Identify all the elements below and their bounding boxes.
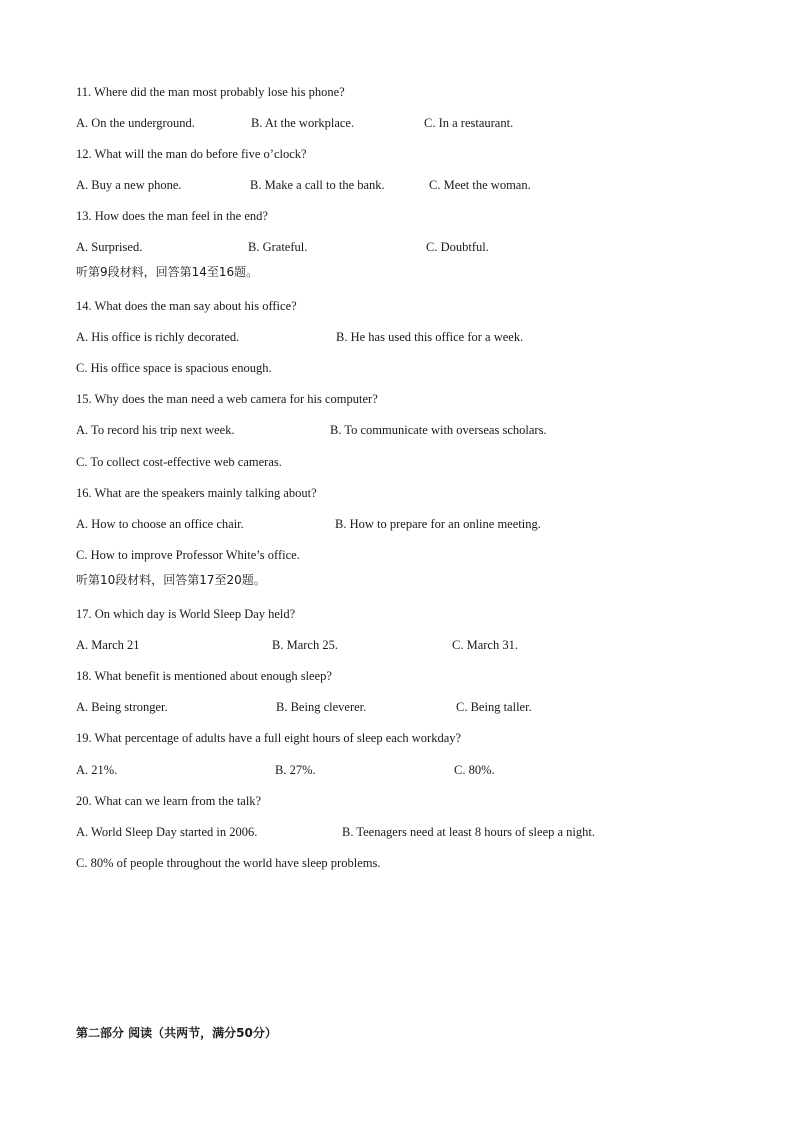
question-20-option-c: C. 80% of people throughout the world have sleep problems.: [76, 856, 381, 870]
question-20-option-b: B. Teenagers need at least 8 hours of sleep a night.: [342, 825, 595, 839]
question-18-option-a: A. Being stronger.: [76, 700, 168, 714]
question-16-stem: 16. What are the speakers mainly talking about?: [76, 486, 317, 500]
question-12-option-b: B. Make a call to the bank.: [250, 178, 385, 192]
question-18-option-c: C. Being taller.: [456, 700, 532, 714]
question-13-option-b: B. Grateful.: [248, 240, 308, 254]
question-17-option-b: B. March 25.: [272, 638, 338, 652]
question-12-option-a: A. Buy a new phone.: [76, 178, 182, 192]
question-17-stem: 17. On which day is World Sleep Day held?: [76, 607, 296, 621]
question-14-option-b: B. He has used this office for a week.: [336, 330, 524, 344]
question-12-stem: 12. What will the man do before five o’clock?: [76, 147, 307, 161]
question-14-option-a: A. His office is richly decorated.: [76, 330, 240, 344]
section-10-instruction: 听第10段材料，回答第17至20题。: [76, 573, 266, 587]
question-20-stem: 20. What can we learn from the talk?: [76, 794, 262, 808]
question-20-option-a: A. World Sleep Day started in 2006.: [76, 825, 258, 839]
question-16-option-b: B. How to prepare for an online meeting.: [335, 517, 541, 531]
part-2-heading: 第二部分 阅读（共两节，满分50分）: [76, 1026, 277, 1040]
question-19-option-a: A. 21%.: [76, 763, 118, 777]
question-15-option-c: C. To collect cost-effective web cameras.: [76, 455, 282, 469]
question-13-option-c: C. Doubtful.: [426, 240, 489, 254]
question-17-option-a: A. March 21: [76, 638, 140, 652]
question-11-option-c: C. In a restaurant.: [424, 116, 514, 130]
question-15-option-b: B. To communicate with overseas scholars.: [330, 423, 547, 437]
question-18-option-b: B. Being cleverer.: [276, 700, 367, 714]
question-12-option-c: C. Meet the woman.: [429, 178, 531, 192]
question-13-stem: 13. How does the man feel in the end?: [76, 209, 268, 223]
question-13-option-a: A. Surprised.: [76, 240, 143, 254]
question-11-stem: 11. Where did the man most probably lose his phone?: [76, 85, 345, 99]
question-15-option-a: A. To record his trip next week.: [76, 423, 235, 437]
question-14-stem: 14. What does the man say about his office?: [76, 299, 297, 313]
question-17-option-c: C. March 31.: [452, 638, 518, 652]
question-19-option-c: C. 80%.: [454, 763, 495, 777]
question-15-stem: 15. Why does the man need a web camera for his computer?: [76, 392, 378, 406]
question-16-option-a: A. How to choose an office chair.: [76, 517, 244, 531]
question-19-stem: 19. What percentage of adults have a full eight hours of sleep each workday?: [76, 731, 462, 745]
question-14-option-c: C. His office space is spacious enough.: [76, 361, 272, 375]
question-16-option-c: C. How to improve Professor White’s office.: [76, 548, 300, 562]
question-11-option-b: B. At the workplace.: [251, 116, 355, 130]
question-11-option-a: A. On the underground.: [76, 116, 195, 130]
question-18-stem: 18. What benefit is mentioned about enough sleep?: [76, 669, 332, 683]
section-9-instruction: 听第9段材料，回答第14至16题。: [76, 265, 259, 279]
question-19-option-b: B. 27%.: [275, 763, 316, 777]
